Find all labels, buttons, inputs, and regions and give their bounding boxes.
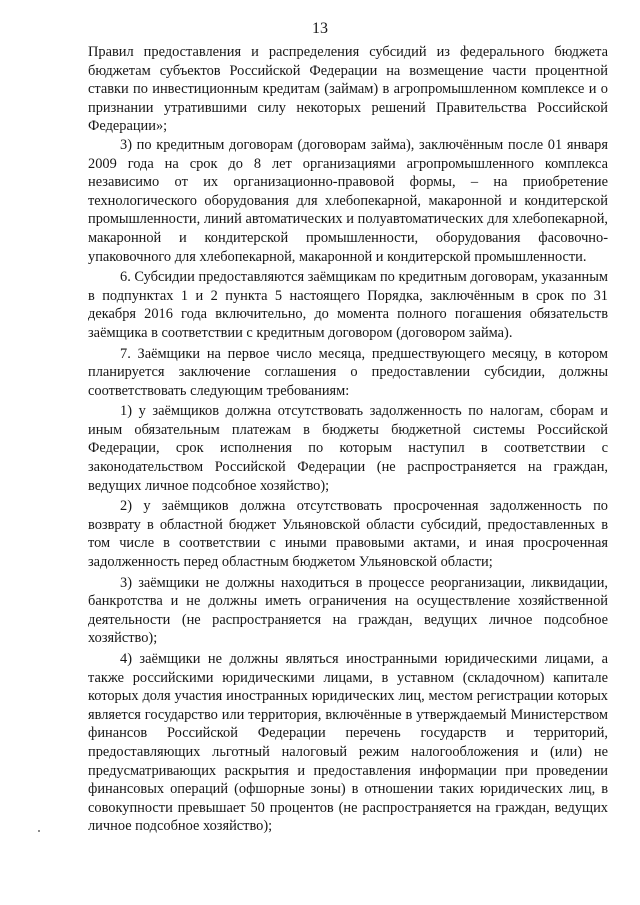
document-body <box>88 43 608 836</box>
paragraph-clause-7: 7. Заёмщики на первое число месяца, предшествующего месяцу, в котором планируется заключение соглашения о предоставлении субсидии, должны соответствовать следующим требованиям: <box>88 345 608 399</box>
paragraph-requirement-3: 3) заёмщики не должны находиться в процессе реорганизации, ликвидации, банкротства и не должны иметь ограничения на осуществление хозяйственной деятельности (не распространяется на граждан, ведущих личное подсобное хозяйство); <box>88 574 608 647</box>
paragraph-requirement-1: 1) у заёмщиков должна отсутствовать задолженность по налогам, сборам и иным обязательным платежам в бюджеты бюджетной системы Российской Федерации, срок исполнения по которым наступил в соответствии с законодательством Российской Федерации (не распространяется на граждан, ведущих личное подсобное хозяйство); <box>88 403 608 494</box>
page-number: 13 <box>312 20 328 37</box>
paragraph-clause-6: 6. Субсидии предоставляются заёмщикам по кредитным договорам, указанным в подпунктах 1 и 2 пункта 5 настоящего Порядка, заключённым в срок по 31 декабря 2016 года включительно, до момента полного погашения обязательств заёмщика в соответствии с кредитным договором (договором займа). <box>88 269 608 341</box>
scan-speck <box>38 830 40 832</box>
paragraph-item-3: 3) по кредитным договорам (договорам займа), заключённым после 01 января 2009 года на срок до 8 лет организациями агропромышленного комплекса независимо от их организационно-правовой формы, – на приобретение технологического оборудования для хлебопекарной, макаронной и кондитерской промышленности, линий автоматических и полуавтоматических для хлебопекарной, макаронной и кондитерской промышленности, оборудования фасовочно-упаковочного для хлебопекарной, макаронной и кондитерской промышленности. <box>88 136 608 265</box>
paragraph-requirement-4: 4) заёмщики не должны являться иностранными юридическими лицами, а также российскими юридическими лицами, в уставном (складочном) капитале которых доля участия иностранных юридических лиц, местом регистрации которых является государство или территория, включённые в утверждаемый Министерством финансов Российской Федерации перечень государств и территорий, предоставляющих льготный налоговый режим налогообложения и (или) не предусматривающих раскрытия и предоставления информации при проведении финансовых операций (офшорные зоны) в отношении таких юридических лиц, в совокупности превышает 50 процентов (не распространяется на граждан, ведущих личное подсобное хозяйство); <box>88 651 608 835</box>
paragraph-requirement-2: 2) у заёмщиков должна отсутствовать просроченная задолженность по возврату в областной бюджет Ульяновской области субсидий, предоставленных в том числе в соответствии с иными правовыми актами, и иная просроченная задолженность перед областным бюджетом Ульяновской области; <box>88 498 608 571</box>
paragraph-continuation: Правил предоставления и распределения субсидий из федерального бюджета бюджетам субъектов Российской Федерации на возмещение части процентной ставки по инвестиционным кредитам (займам) в агропромышленном комплексе и о признании утратившими силу некоторых решений Правительства Российской Федерации»; <box>88 44 608 135</box>
